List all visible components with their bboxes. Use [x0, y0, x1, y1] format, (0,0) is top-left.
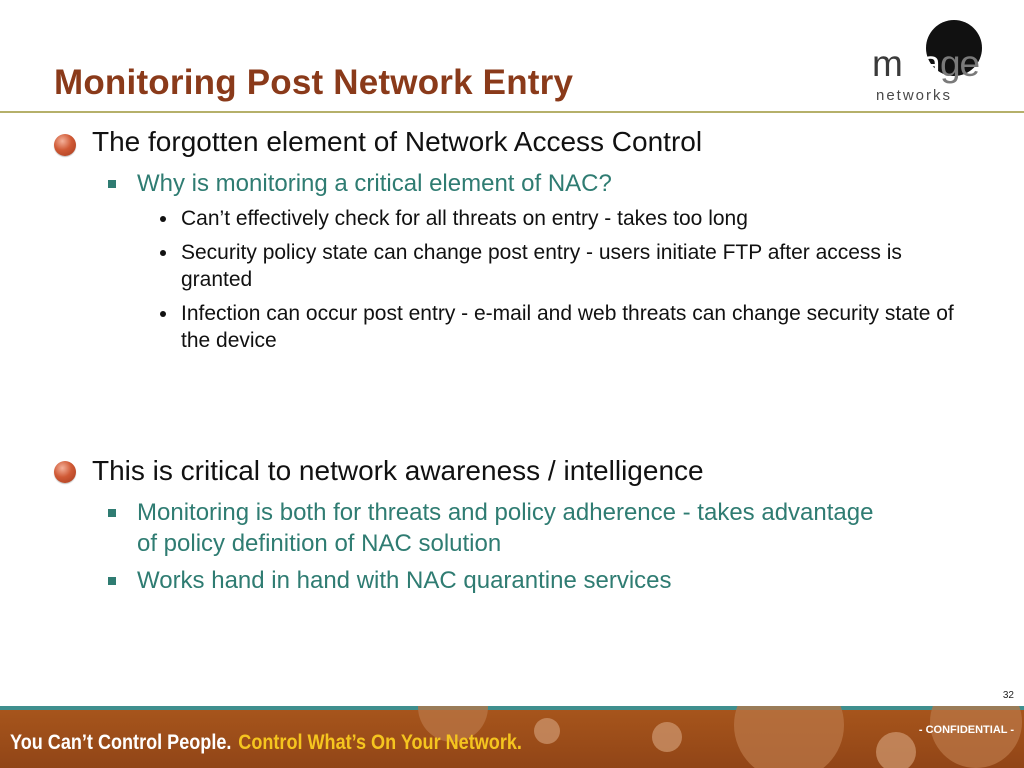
footer-tagline [10, 730, 522, 756]
mirage-networks-logo [864, 14, 1014, 104]
logo-word-b: ira [901, 43, 940, 84]
tagline-part-1: You Can’t Control People. [10, 731, 232, 754]
subpoint: Monitoring is both for threats and policy adherence - takes advantage of policy definition of NAC solution [137, 499, 874, 557]
footer-stripe [0, 706, 1024, 710]
subpoint: Why is monitoring a critical element of NAC? [137, 170, 612, 197]
section-heading: This is critical to network awareness / intelligence [92, 455, 704, 486]
detail-point: Infection can occur post entry - e-mail and web threats can change security state of the device [181, 302, 954, 352]
section-bullet-icon [54, 134, 76, 156]
square-bullet-icon [108, 509, 116, 517]
square-bullet-icon [108, 577, 116, 585]
decorative-circle [534, 718, 560, 744]
decorative-circle [930, 706, 1022, 768]
logo-wordmark [872, 44, 979, 84]
decorative-circle [876, 732, 916, 768]
decorative-circle [734, 706, 844, 768]
slide-title: Monitoring Post Network Entry [54, 63, 574, 102]
square-bullet-icon [108, 180, 116, 188]
section-heading: The forgotten element of Network Access Control [92, 126, 703, 157]
dot-bullet-icon [160, 216, 166, 222]
confidential-label: - CONFIDENTIAL - [918, 724, 1014, 736]
section-bullet-icon [54, 461, 76, 483]
dot-bullet-icon [160, 311, 166, 317]
detail-point: Security policy state can change post entry - users initiate FTP after access is granted [181, 241, 902, 291]
decorative-circle [652, 722, 682, 752]
title-divider [0, 111, 1024, 113]
tagline-part-2: Control What’s On Your Network. [238, 731, 522, 754]
logo-subtitle: networks [876, 87, 953, 104]
logo-word-c: ge [939, 43, 980, 84]
detail-point: Can’t effectively check for all threats on entry - takes too long [181, 207, 748, 230]
footer-banner [0, 706, 1024, 768]
subpoint: Works hand in hand with NAC quarantine services [137, 567, 672, 594]
logo-word-a: m [872, 43, 902, 84]
page-number: 32 [1002, 690, 1014, 701]
dot-bullet-icon [160, 250, 166, 256]
